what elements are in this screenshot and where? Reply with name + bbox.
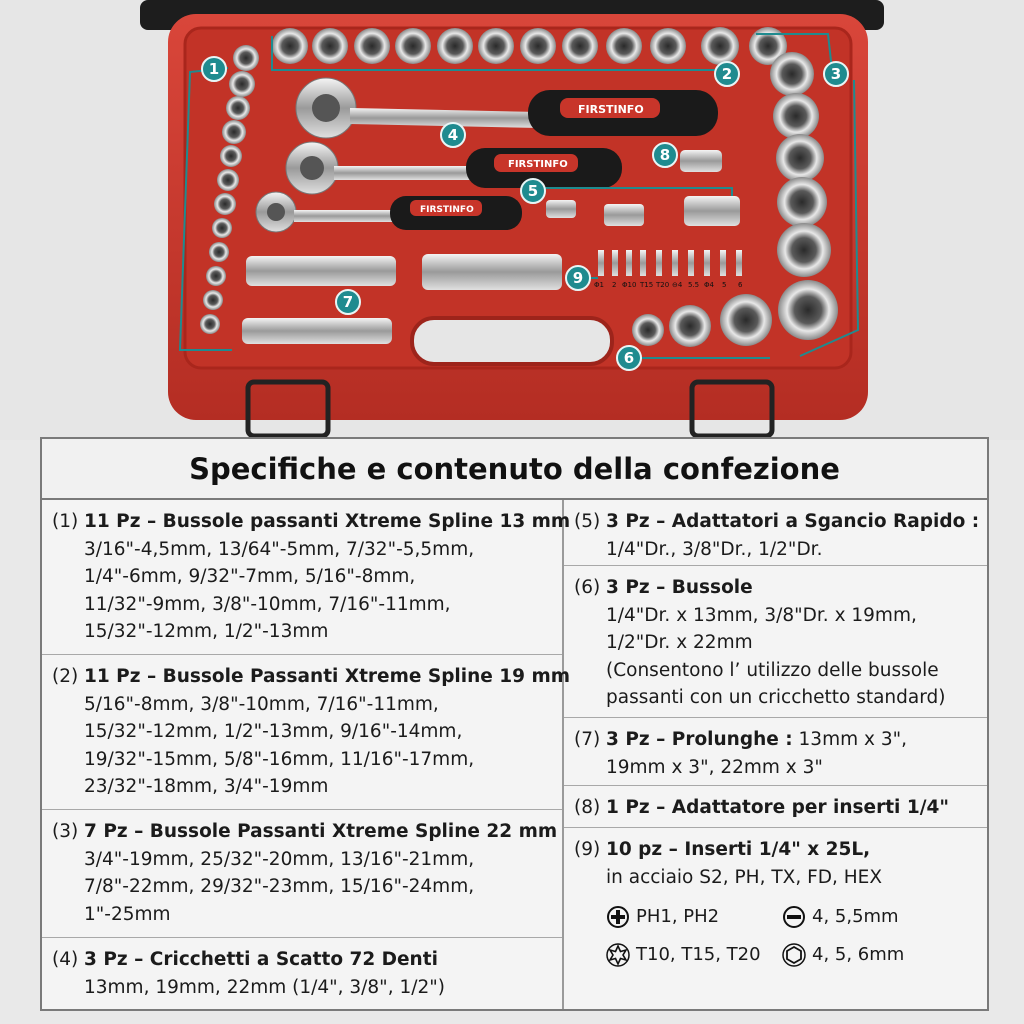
product-photo — [0, 0, 1024, 440]
brand-label-1: FIRSTINFO — [578, 103, 644, 116]
item-title: 3 Pz – Bussole — [606, 577, 753, 598]
bit-label: T15 — [640, 281, 654, 289]
item-number: (6) — [574, 577, 601, 598]
item-title-rest: 13mm x 3", — [792, 729, 907, 750]
item-number: (9) — [574, 839, 601, 860]
bit-label: ⊖4 — [672, 281, 683, 289]
item-number: (7) — [574, 729, 601, 750]
spec-item-5 — [564, 500, 987, 566]
callout-7: 7 — [335, 289, 361, 315]
bit-type-hex-label: 4, 5, 6mm — [812, 944, 905, 965]
callout-9: 9 — [565, 265, 591, 291]
bit-label: Φ10 — [622, 281, 637, 289]
item-title: 11 Pz – Bussole passanti Xtreme Spline 13 mm — [84, 511, 571, 532]
spec-item-8 — [564, 786, 987, 828]
item-number: (8) — [574, 797, 601, 818]
item-body: 1/4"Dr., 3/8"Dr., 1/2"Dr. — [606, 538, 823, 560]
item-title: 3 Pz – Adattatori a Sgancio Rapido : — [606, 511, 980, 532]
spec-item-7 — [564, 718, 987, 786]
bit-type-tx — [606, 941, 761, 969]
bit-label: T20 — [656, 281, 670, 289]
callout-8: 8 — [652, 142, 678, 168]
bit-label: 5.5 — [688, 281, 700, 289]
bit-type-tx-label: T10, T15, T20 — [636, 944, 761, 965]
item-body: 19mm x 3", 22mm x 3" — [606, 756, 823, 778]
spec-item-9 — [564, 828, 987, 1011]
spec-item-2 — [42, 655, 571, 810]
callout-5: 5 — [520, 178, 546, 204]
bit-label: 5 — [722, 281, 727, 289]
item-body: 3/4"-19mm, 25/32"-20mm, 13/16"-21mm, 7/8"-22mm, 29/32"-23mm, 15/16"-24mm, 1"-25mm — [84, 848, 475, 925]
bit-adapter — [680, 150, 722, 172]
item-number: (5) — [574, 511, 601, 532]
spec-title: Specifiche e contenuto della confezione — [42, 439, 987, 500]
brand-label-3: FIRSTINFO — [420, 205, 474, 215]
item-number: (3) — [52, 821, 79, 842]
item-body: 3/16"-4,5mm, 13/64"-5mm, 7/32"-5,5mm, 1/4"-6mm, 9/32"-7mm, 5/16"-8mm, 11/32"-9mm, 3/8"-10mm, 7/16"-11mm, 15/32"-12mm, 1/2"-13mm — [84, 538, 475, 642]
item-body: 13mm, 19mm, 22mm (1/4", 3/8", 1/2") — [84, 976, 445, 998]
callout-4: 4 — [440, 122, 466, 148]
spec-column-right — [564, 500, 987, 1009]
spec-item-4 — [42, 938, 562, 1011]
flat-driver-icon — [782, 905, 806, 929]
spec-item-6 — [564, 566, 987, 718]
callout-3: 3 — [823, 61, 849, 87]
brand-label-2: FIRSTINFO — [508, 159, 568, 170]
item-title: 1 Pz – Adattatore per inserti 1/4" — [606, 797, 949, 818]
hex-icon — [782, 943, 806, 967]
phillips-icon — [606, 905, 630, 929]
bit-type-ph-label: PH1, PH2 — [636, 906, 720, 927]
bit-label: Φ1 — [594, 281, 604, 289]
bit-type-ph — [606, 903, 719, 931]
item-body: in acciaio S2, PH, TX, FD, HEX — [606, 866, 883, 888]
spec-item-1 — [42, 500, 571, 655]
callout-6: 6 — [616, 345, 642, 371]
item-body: 1/4"Dr. x 13mm, 3/8"Dr. x 19mm, 1/2"Dr. x 22mm (Consentono l’ utilizzo delle bussole passanti con un cricchetto standard) — [606, 604, 946, 708]
callout-2: 2 — [714, 61, 740, 87]
spec-table — [40, 437, 989, 1011]
spec-item-3 — [42, 810, 562, 938]
item-number: (2) — [52, 666, 79, 687]
bit-label: 6 — [738, 281, 743, 289]
item-title: 11 Pz – Bussole Passanti Xtreme Spline 19 mm — [84, 666, 571, 687]
case-handle — [412, 318, 612, 364]
item-title: 3 Pz – Cricchetti a Scatto 72 Denti — [84, 949, 438, 970]
bit-type-fd — [782, 903, 899, 931]
callout-1: 1 — [201, 56, 227, 82]
item-title: 7 Pz – Bussole Passanti Xtreme Spline 22 mm — [84, 821, 558, 842]
spec-column-left — [42, 500, 571, 1009]
bit-type-legend — [574, 891, 987, 971]
item-number: (1) — [52, 511, 79, 532]
torx-icon — [606, 943, 630, 967]
item-number: (4) — [52, 949, 79, 970]
bit-type-hex — [782, 941, 904, 969]
bit-label: Φ4 — [704, 281, 714, 289]
item-body: 5/16"-8mm, 3/8"-10mm, 7/16"-11mm, 15/32"-12mm, 1/2"-13mm, 9/16"-14mm, 19/32"-15mm, 5/8"-16mm, 11/16"-17mm, 23/32"-18mm, 3/4"-19mm — [84, 693, 475, 797]
item-title: 3 Pz – Prolunghe : — [606, 729, 793, 750]
item-title: 10 pz – Inserti 1/4" x 25L, — [606, 839, 871, 860]
bit-type-fd-label: 4, 5,5mm — [812, 906, 899, 927]
bit-label: 2 — [612, 281, 617, 289]
